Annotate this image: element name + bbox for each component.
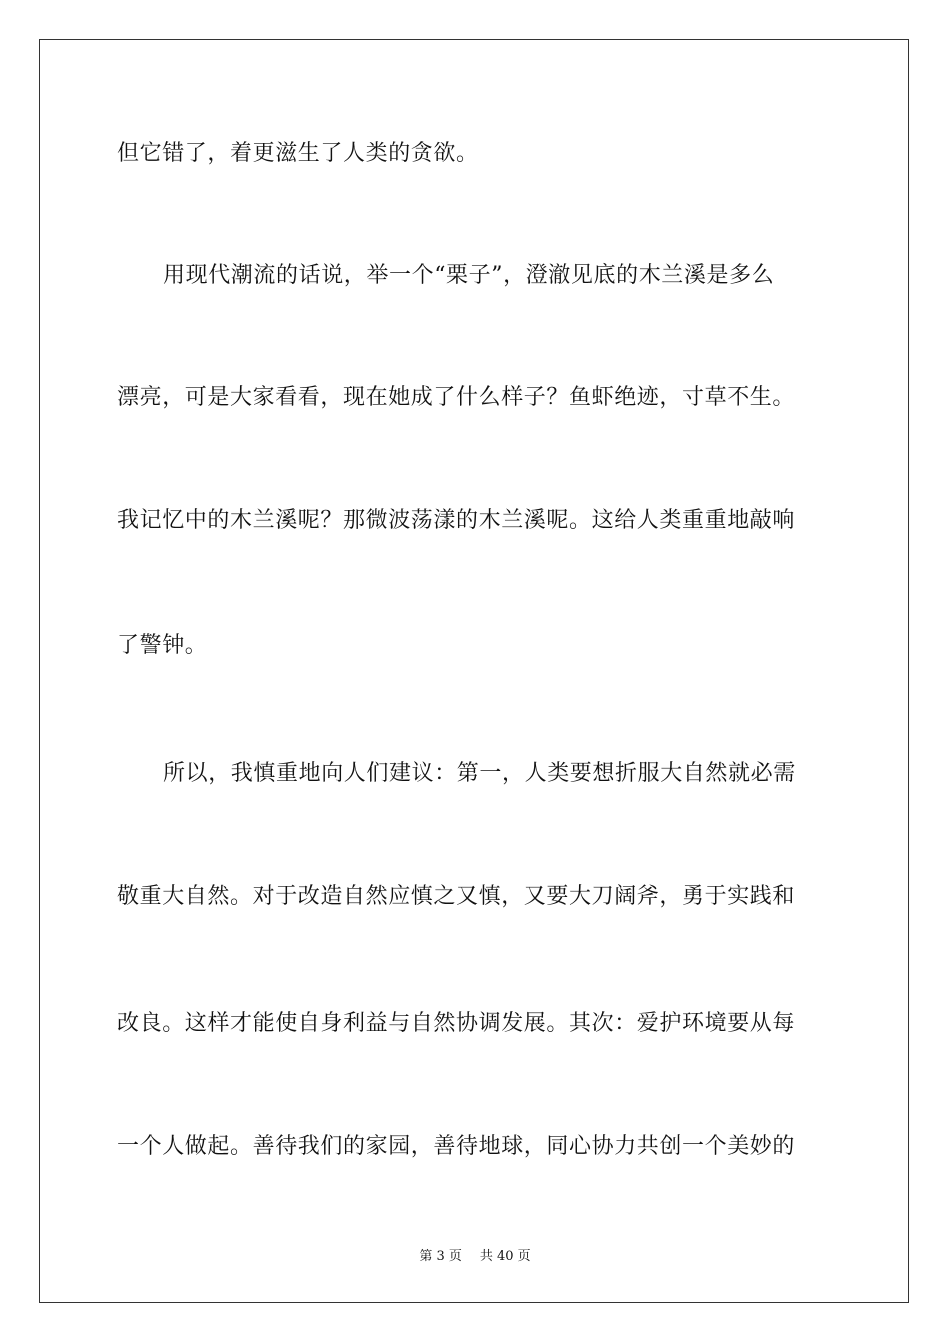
paragraph-line: 改良。这样才能使自身利益与自然协调发展。其次：爱护环境要从每 <box>117 1011 796 1036</box>
paragraph-line: 用现代潮流的话说，举一个“栗子”，澄澈见底的木兰溪是多么 <box>163 263 775 288</box>
paragraph-line: 了警钟。 <box>117 633 208 658</box>
paragraph-line: 漂亮，可是大家看看，现在她成了什么样子？鱼虾绝迹，寸草不生。 <box>117 385 796 410</box>
paragraph-line: 但它错了，着更滋生了人类的贪欲。 <box>117 141 479 166</box>
page-border <box>39 39 909 1303</box>
paragraph-line: 我记忆中的木兰溪呢？那微波荡漾的木兰溪呢。这给人类重重地敲响 <box>117 508 796 533</box>
paragraph-line: 一个人做起。善待我们的家园，善待地球，同心协力共创一个美妙的 <box>117 1134 796 1159</box>
paragraph-line: 敬重大自然。对于改造自然应慎之又慎，又要大刀阔斧，勇于实践和 <box>117 884 796 909</box>
total-pages: 共 40 页 <box>479 1249 531 1264</box>
page-number: 第 3 页 <box>419 1249 462 1264</box>
page-footer <box>0 1248 950 1266</box>
paragraph-line: 所以，我慎重地向人们建议：第一，人类要想折服大自然就必需 <box>163 761 796 786</box>
